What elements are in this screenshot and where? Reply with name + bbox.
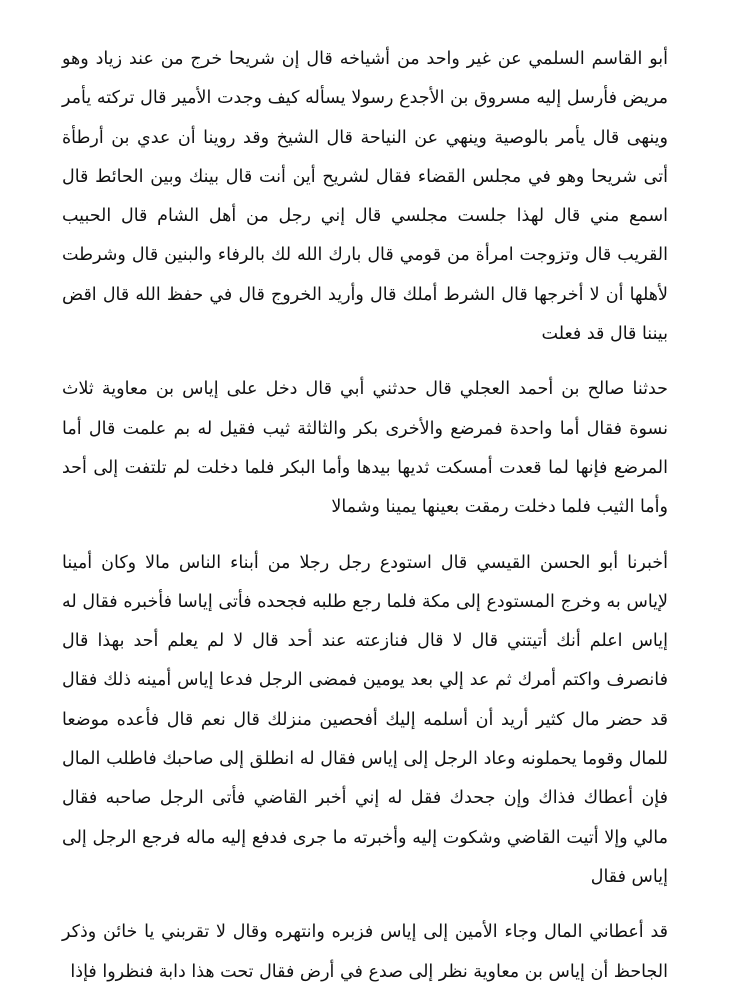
document-page (62, 40, 668, 992)
paragraph-4: قد أعطاني المال وجاء الأمين إلى إياس فزبره وانتهره وقال لا تقربني يا خائن وذكر الجاحظ أن إياس بن معاوية نظر إلى صدع في أرض فقال تحت هذا دابة فنظروا فإذا (62, 922, 668, 982)
paragraph-3: أخبرنا أبو الحسن القيسي قال استودع رجل رجلا من أبناء الناس مالا وكان أمينا لإياس به وخرج المستودع إلى مكة فلما رجع طلبه فجحده فأتى إياسا فأخبره فقال له إياس اعلم أنك أتيتني قال لا قال فنازعته عند أحد قال لا لم يعلم أحد بهذا قال فانصرف واكتم أمرك ثم عد إلي بعد يومين فمضى الرجل فدعا إياس أمينه ذلك فقال قد حضر مال كثير أريد أن أسلمه إليك أفحصين منزلك قال نعم قال فأعده موضعا للمال وقوما يحملونه وعاد الرجل إلى إياس فقال له انطلق إلى صاحبك فاطلب المال فإن أعطاك فذاك وإن جحدك فقل له إني أخبر القاضي فأتى الرجل صاحبه فقال مالي وإلا أتيت القاضي وشكوت إليه وأخبرته ما جرى فدفع إليه ماله فرجع الرجل إلى إياس فقال (62, 552, 668, 887)
paragraph-1: أبو القاسم السلمي عن غير واحد من أشياخه قال إن شريحا خرج من عند زياد وهو مريض فأرسل إليه مسروق بن الأجدع رسولا يسأله كيف وجدت الأمير قال تركته يأمر وينهى قال يأمر بالوصية وينهي عن النياحة قال الشيخ وقد روينا أن عدي بن أرطأة أتى شريحا وهو في مجلس القضاء فقال لشريح أين أنت قال بينك وبين الحائط قال اسمع مني قال لهذا جلست مجلسي قال إني رجل من أهل الشام قال الحبيب القريب قال وتزوجت امرأة من قومي قال بارك الله لك بالرفاء والبنين قال وشرطت لأهلها أن لا أخرجها قال الشرط أملك قال وأريد الخروج قال في حفظ الله قال اقض بيننا قال قد فعلت (62, 49, 668, 345)
paragraph-2: حدثنا صالح بن أحمد العجلي قال حدثني أبي قال دخل على إياس بن معاوية ثلاث نسوة فقال أما واحدة فمرضع والأخرى بكر والثالثة ثيب فقيل له بم علمت قال أما المرضع فإنها لما قعدت أمسكت ثديها بيدها وأما البكر فلما دخلت لم تلتفت إلى أحد وأما الثيب فلما دخلت رمقت بعينها يمينا وشمالا (62, 379, 668, 518)
